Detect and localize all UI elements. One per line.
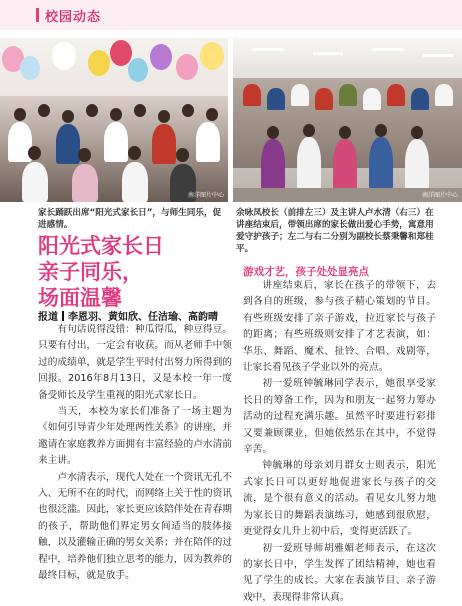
person-body (152, 124, 176, 164)
balloon-shape (110, 40, 132, 66)
person-body (387, 84, 405, 106)
balloon-shape (200, 42, 224, 70)
person-head (206, 108, 218, 121)
person-head (375, 124, 387, 137)
article-subhead: 游戏才艺，孩子处处显亮点 (243, 264, 369, 279)
hall-ceiling (233, 38, 462, 78)
person-head (110, 108, 122, 121)
person-body (315, 88, 333, 110)
ceiling-light (253, 48, 283, 51)
person-body (297, 137, 321, 191)
person-head (182, 104, 194, 117)
photo-credit: 南洋图片中心 (422, 190, 458, 199)
balloon-shape (20, 56, 40, 80)
balloon-shape (176, 54, 198, 80)
person-body (411, 88, 429, 110)
person-body (339, 84, 357, 106)
person-body (291, 84, 309, 106)
person-body (369, 137, 393, 191)
person-head (62, 110, 74, 123)
person-head (267, 126, 279, 139)
photo-credit: 南洋图片中心 (188, 190, 224, 199)
ceiling-light (423, 54, 453, 57)
photo-parents-day-group (0, 38, 228, 202)
person-head (14, 108, 26, 121)
balloon-shape (150, 44, 172, 70)
person-head (134, 104, 146, 117)
section-marker (36, 8, 39, 22)
person-head (128, 146, 141, 160)
section-title: 校园动态 (45, 6, 101, 25)
person-body (56, 124, 80, 164)
person-body (405, 139, 429, 191)
person-body (267, 88, 285, 110)
person-head (176, 148, 189, 162)
body-paragraph: 讲座结束后，家长在孩子的带领下，去到各自的班级，参与孩子精心策划的节目。有些班级安排了亲子游戏，拉近家长与孩子的距离；有些班级则安排了才艺表演，如：华乐、舞蹈、魔术、扯铃、合唱、戏剧等，让家长看见孩子学业以外的亮点。 (243, 278, 436, 376)
photo-caption-right: 余咏凤校长（前排左三）及主讲人卢水清（右三）在讲座结束后，带领出席的家长做出爱心手势，寓意用爱守护孩子；左二与右二分别为副校长蔡秉馨和郑桂平。 (236, 207, 441, 255)
person-head (28, 146, 41, 160)
person-head (303, 124, 315, 137)
article-column-left (38, 322, 232, 585)
article-headline (38, 233, 238, 311)
person-body (196, 122, 220, 162)
balloon-shape (52, 42, 76, 70)
ceiling-light (373, 48, 403, 51)
article-column-right (243, 278, 436, 606)
ceiling-light (313, 52, 343, 55)
person-head (411, 126, 423, 139)
byline (38, 308, 234, 323)
person-body (243, 84, 261, 106)
photo-heart-gesture-hall (233, 38, 462, 202)
body-paragraph: 卢水清表示，现代人处在一个资讯无孔不入、无所不在的时代，而网络上关于性的资讯也很泛滥。因此，家长更应该陪伴处在青春期的孩子，帮助他们界定男女间适当的肢体接触，以及灌输正确的男女关系；并在陪伴的过程中，培养他们独立思考的能力，因为教养的最终目标，就是放手。 (38, 470, 232, 585)
headline-line: 场面温馨 (38, 285, 238, 311)
byline-label: 报道 (38, 312, 58, 323)
person-body (122, 162, 148, 202)
person-body (363, 88, 381, 110)
photo-caption-left: 家长踊跃出席“阳光式家长日”，与师生同乐，促进感情。 (38, 207, 226, 231)
person-body (333, 139, 357, 191)
person-head (38, 104, 50, 117)
body-paragraph: 钟毓琳的母亲刘月群女士则表示，阳光式家长日可以更好地促进家长与孩子的交流，是个很有意义的活动。看见女儿努力地为家长日的舞蹈表演练习，她感到很欣慰，更觉得女儿升上初中后，变得更活跃了。 (243, 458, 436, 540)
body-paragraph: 初一爱班钟毓琳同学表示，她很享受家长日的筹备工作，因为和朋友一起努力筹办活动的过程充满乐趣。虽然平时要进行彩排又要兼顾课业，但她依然乐在其中，不觉得辛苦。 (243, 376, 436, 458)
byline-names: 李恩羽、黄如欣、任洁瑜、高韵晴 (68, 312, 218, 323)
headline-line: 亲子同乐， (38, 259, 238, 285)
balloon-shape (88, 50, 110, 76)
body-paragraph: 当天，本校为家长们准备了一场主题为《如何引导青少年处理两性关系》的讲座，并邀请在家庭教养方面拥有丰富经验的卢水清前来主讲。 (38, 404, 232, 470)
balloon-shape (128, 58, 148, 82)
person-head (78, 148, 91, 162)
person-head (158, 110, 170, 123)
person-body (72, 164, 98, 202)
person-head (86, 104, 98, 117)
person-body (435, 84, 453, 106)
person-head (339, 126, 351, 139)
person-body (104, 122, 128, 162)
body-paragraph: 有句话说得没错：种瓜得瓜，种豆得豆。只要有付出，一定会有收获。而从老师手中领过的成绩单，就是学生平时付出努力所得到的回报。2016年8月13日，又是本校一年一度备受师长及学生重视的阳光式家长日。 (38, 322, 232, 404)
byline-separator (62, 311, 64, 321)
person-body (261, 139, 285, 191)
body-paragraph: 初一爱班导师胡雅媚老师表示，在这次的家长日中，学生发挥了团结精神，她也看见了学生的成长。大家在表演节目、亲子游戏中，表现得非常认真。 (243, 541, 436, 606)
person-body (22, 162, 48, 202)
headline-line: 阳光式家长日 (38, 233, 238, 259)
